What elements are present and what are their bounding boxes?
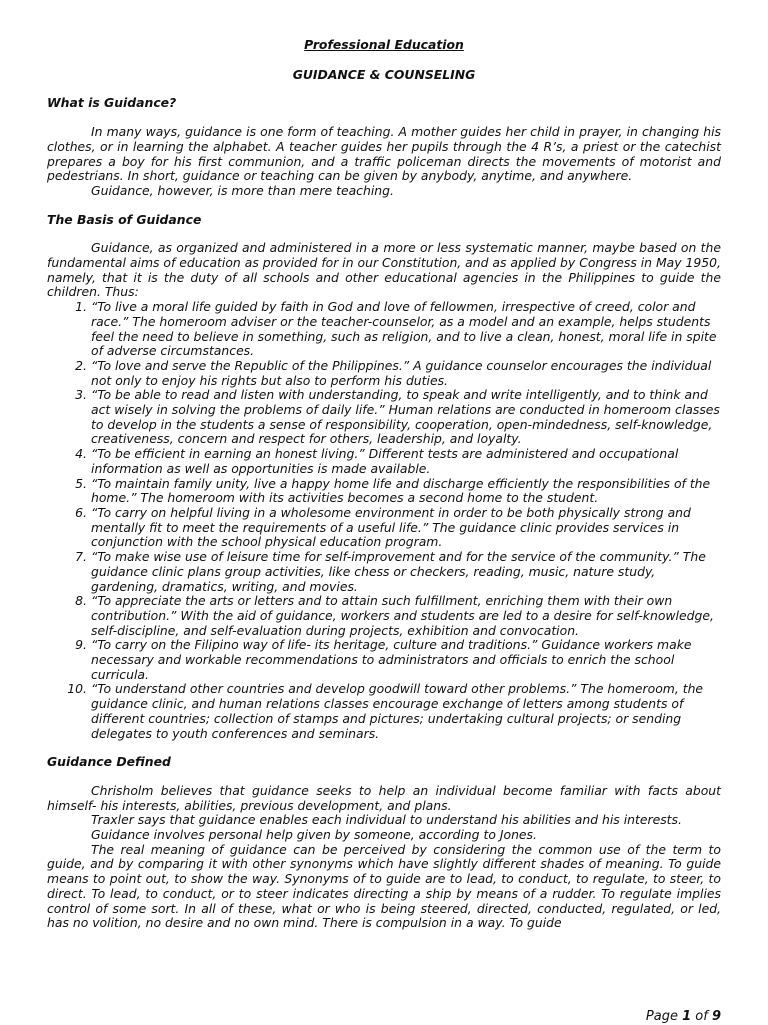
- page-total: 9: [711, 1009, 721, 1024]
- list-text: “To maintain family unity, live a happy home life and discharge efficiently the responsibilities of the home.” The homeroom with its activities becomes a second home to the student.: [91, 475, 711, 506]
- list-item: [75, 504, 721, 550]
- aims-list: [47, 300, 721, 741]
- list-text: “To love and serve the Republic of the Philippines.” A guidance counselor encourages the individual not only to enjoy his rights but also to perform his duties.: [91, 357, 712, 388]
- list-number: 9.: [75, 637, 87, 653]
- list-text: “To live a moral life guided by faith in God and love of fellowmen, irrespective of creed, color and race.” The homeroom adviser or the teacher-counselor, as a model and an example, helps students feel the need to believe in something, such as religion, and to live a clean, honest, moral life in spite of adverse circumstances.: [91, 299, 717, 359]
- paragraph: Guidance, however, is more than mere teaching.: [91, 182, 394, 198]
- list-text: “To make wise use of leisure time for self-improvement and for the service of the community.” The guidance clinic plans group activities, like chess or checkers, reading, music, nature study, gardening, dramatics, writing, and movies.: [91, 549, 706, 594]
- list-number: 10.: [67, 681, 87, 697]
- paragraph: Chrisholm believes that guidance seeks to help an individual become familiar with facts about himself- his interests, abilities, previous development, and plans.: [47, 782, 721, 813]
- heading-guidance-defined: Guidance Defined: [47, 754, 171, 770]
- list-number: 5.: [75, 475, 87, 491]
- paragraph: Guidance involves personal help given by someone, according to Jones.: [91, 827, 537, 843]
- list-text: “To understand other countries and develop goodwill toward other problems.” The homeroom, the guidance clinic, and human relations classes encourage exchange of letters among students of different countries; collection of stamps and pictures; undertaking cultural projects; or sending delegates to youth conferences and seminars.: [91, 681, 704, 741]
- list-text: “To carry on the Filipino way of life- its heritage, culture and traditions.” Guidance workers make necessary and workable recommendations to administrators and officials to enrich the school curricula.: [91, 637, 692, 682]
- list-item: [75, 593, 721, 638]
- list-item: [67, 681, 721, 741]
- list-item: [75, 475, 721, 506]
- heading-what-is-guidance: What is Guidance?: [47, 95, 177, 111]
- page-current: 1: [682, 1009, 692, 1024]
- list-number: 1.: [75, 299, 87, 315]
- document-title: Professional Education: [304, 37, 464, 52]
- list-item: [75, 299, 721, 359]
- list-number: 8.: [75, 593, 87, 609]
- heading-basis-of-guidance: The Basis of Guidance: [47, 211, 202, 227]
- page-of: of: [695, 1009, 708, 1024]
- list-number: 4.: [75, 446, 87, 462]
- page-number-footer: [646, 1010, 721, 1025]
- paragraph: Traxler says that guidance enables each individual to understand his abilities and his interests.: [91, 812, 682, 828]
- paragraph: The real meaning of guidance can be perceived by considering the common use of the term to guide, and by comparing it with other synonyms which have slightly different shades of meaning. To guide means to point out, to show the way. Synonyms of to guide are to lead, to conduct, to regulate, to steer, to direct. To lead, to conduct, or to steer indicates directing a ship by means of a rudder. To regulate implies control of some sort. In all of these, what or who is being steered, directed, conducted, regulated, or led, has no volition, no desire and no own mind. There is compulsion in a way. To guide: [47, 841, 721, 931]
- list-number: 3.: [75, 387, 87, 403]
- list-item: [75, 446, 721, 476]
- list-item: [75, 637, 721, 682]
- list-number: 7.: [75, 549, 87, 565]
- paragraph: In many ways, guidance is one form of teaching. A mother guides her child in prayer, in changing his clothes, or in learning the alphabet. A teacher guides her pupils through the 4 R’s, a priest or the catechist prepares a boy for his first communion, and a traffic policeman directs the movements of motorist and pedestrians. In short, guidance or teaching can be given by anybody, anytime, and anywhere.: [47, 124, 721, 184]
- list-number: 2.: [75, 357, 87, 373]
- document-subtitle: GUIDANCE & COUNSELING: [292, 66, 476, 82]
- list-text: “To carry on helpful living in a wholesome environment in order to be both physically strong and mentally fit to meet the requirements of a useful life.” The guidance clinic provides services in conjunction with the school physical education program.: [91, 504, 691, 550]
- list-text: “To appreciate the arts or letters and to attain such fulfillment, enriching them with their own contribution.” With the aid of guidance, workers and students are led to a desire for self-knowledge, self-discipline, and self-evaluation during projects, exhibition and convocation.: [91, 593, 714, 638]
- list-item: [75, 387, 721, 447]
- paragraph: Guidance, as organized and administered in a more or less systematic manner, maybe based on the fundamental aims of education as provided for in our Constitution, and as applied by Congress in May 1950, namely, that it is the duty of all schools and other educational agencies in the Philippines to guide the children. Thus:: [47, 240, 721, 300]
- list-item: [75, 549, 721, 594]
- list-text: “To be able to read and listen with understanding, to speak and write intelligently, and to think and act wisely in solving the problems of daily life.” Human relations are conducted in homeroom classes to develop in the students a sense of responsibility, cooperation, open-mindedness, self-knowledge, creativeness, concern and respect for others, leadership, and loyalty.: [91, 387, 720, 447]
- page-label: Page: [645, 1009, 678, 1024]
- list-number: 6.: [75, 504, 87, 520]
- list-item: [75, 357, 721, 388]
- list-text: “To be efficient in earning an honest living.” Different tests are administered and occupational information as well as opportunities is made available.: [91, 446, 679, 476]
